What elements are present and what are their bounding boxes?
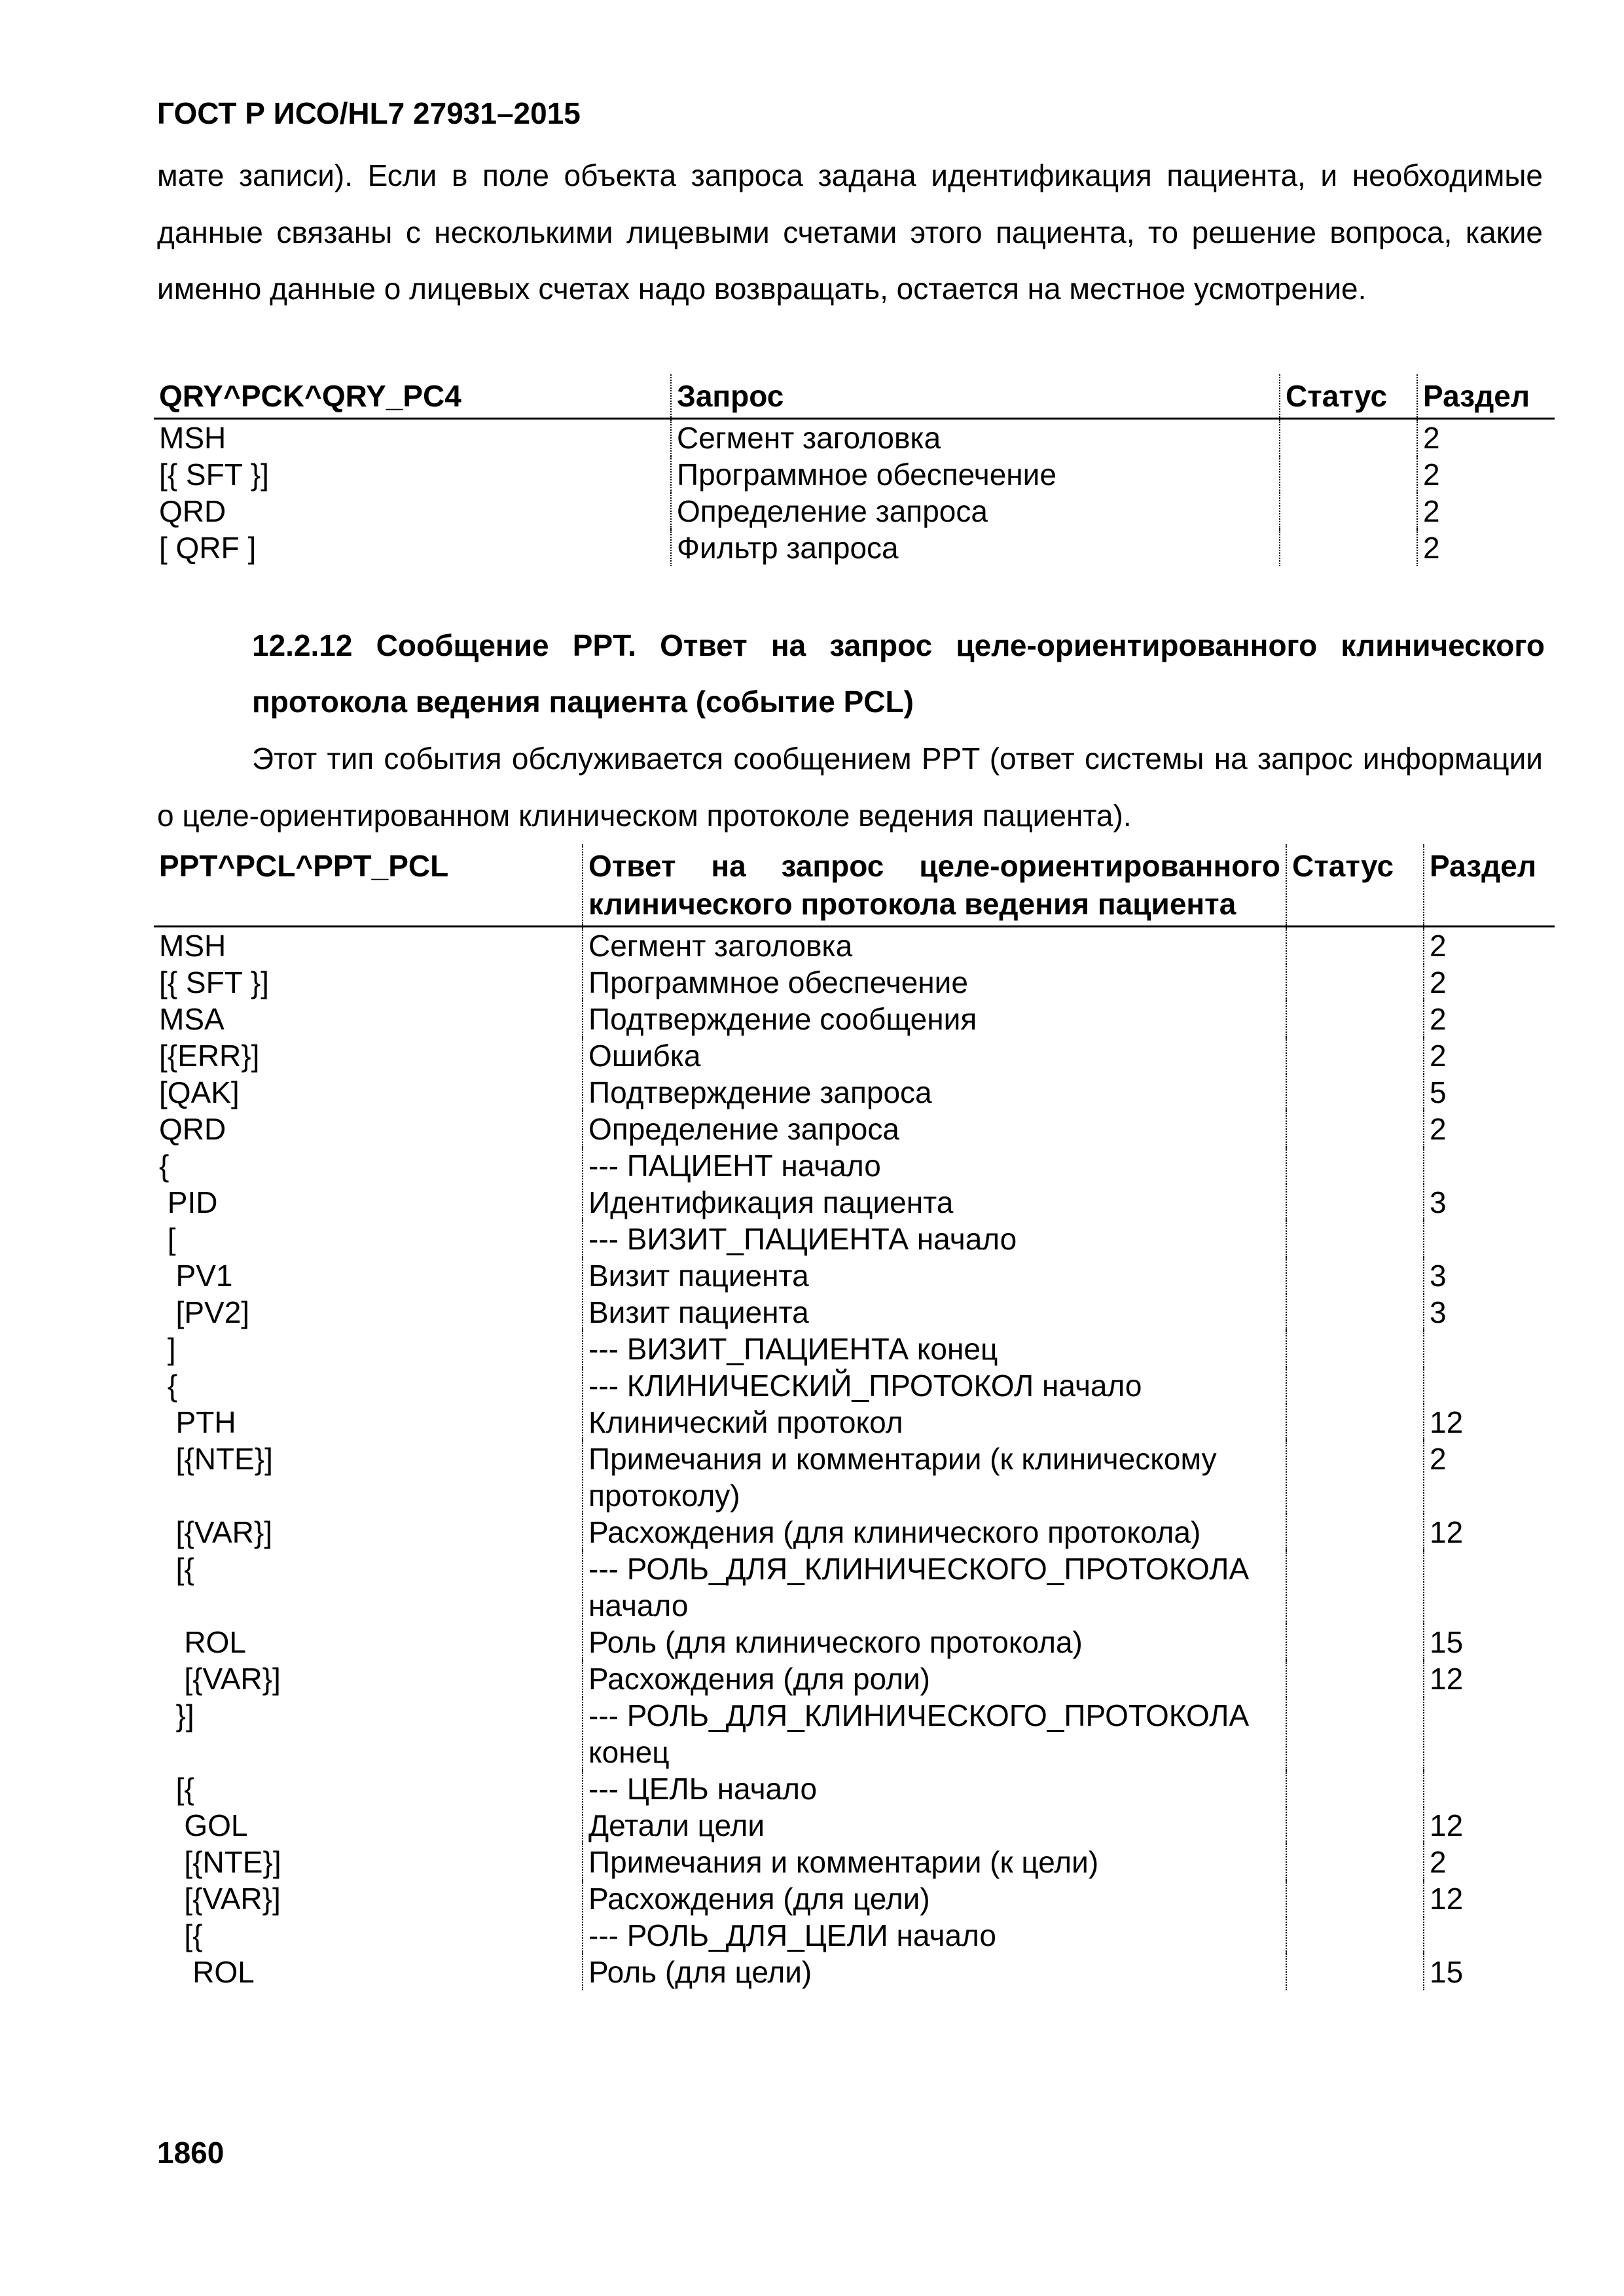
section-heading: 12.2.12 Сообщение PPT. Ответ на запрос целе-ориентированного клинического протокола ведения пациента (событие PCL) — [252, 628, 1545, 719]
segment-description: Расхождения (для клинического протокола) — [583, 1514, 1286, 1551]
segment-code: [{ SFT }] — [159, 965, 269, 999]
segment-status — [1280, 493, 1417, 529]
segment-section: 2 — [1424, 927, 1555, 965]
segment-section: 5 — [1424, 1074, 1555, 1111]
segment-description: Роль (для клинического протокола) — [583, 1624, 1286, 1660]
segment-status — [1280, 529, 1417, 566]
segment-status — [1286, 1257, 1424, 1294]
segment-description: Идентификация пациента — [583, 1184, 1286, 1221]
document-header: ГОСТ Р ИСО/HL7 27931–2015 — [157, 96, 581, 130]
segment-status — [1286, 1770, 1424, 1807]
segment-status — [1286, 1807, 1424, 1844]
segment-code: [PV2] — [159, 1295, 250, 1329]
segment-code: QRD — [159, 494, 226, 528]
table-row — [154, 1221, 1555, 1257]
segment-code: PID — [159, 1185, 218, 1219]
table-row — [154, 493, 1555, 529]
segment-description: --- ВИЗИТ_ПАЦИЕНТА конец — [583, 1331, 1286, 1367]
segment-code: [{ — [159, 1772, 194, 1806]
segment-description: --- РОЛЬ_ДЛЯ_ЦЕЛИ начало — [583, 1917, 1286, 1954]
table-row — [154, 1257, 1555, 1294]
segment-code: ROL — [159, 1955, 255, 1989]
segment-code: [{NTE}] — [159, 1442, 273, 1476]
segment-code: { — [159, 1149, 170, 1183]
segment-code: PTH — [159, 1405, 236, 1439]
segment-section: 12 — [1424, 1807, 1555, 1844]
segment-section: 2 — [1424, 1441, 1555, 1514]
segment-section: 15 — [1424, 1624, 1555, 1660]
segment-description: Определение запроса — [671, 493, 1280, 529]
segment-section: 2 — [1424, 1001, 1555, 1037]
segment-section — [1424, 1147, 1555, 1184]
table-row — [154, 1660, 1555, 1697]
segment-status — [1286, 1624, 1424, 1660]
segment-code: [{ SFT }] — [159, 457, 269, 492]
segment-section — [1424, 1367, 1555, 1404]
table-row — [154, 927, 1555, 965]
segment-section: 12 — [1424, 1514, 1555, 1551]
segment-section: 2 — [1417, 493, 1555, 529]
table-row — [154, 1294, 1555, 1331]
intro-paragraph: мате записи). Если в поле объекта запроса задана идентификация пациента, и необходимые данные связаны с несколькими лицевыми счетами этого пациента, то решение вопроса, какие именно данные о лицевых счетах надо возвращать, остается на местное усмотрение. — [157, 158, 1543, 306]
segment-status — [1286, 1660, 1424, 1697]
segment-section: 12 — [1424, 1660, 1555, 1697]
segment-section: 12 — [1424, 1880, 1555, 1917]
segment-section: 3 — [1424, 1257, 1555, 1294]
segment-status — [1286, 1441, 1424, 1514]
table-row — [154, 1880, 1555, 1917]
segment-description: --- ПАЦИЕНТ начало — [583, 1147, 1286, 1184]
table-row — [154, 1697, 1555, 1770]
table-row — [154, 1331, 1555, 1367]
segment-status — [1286, 1294, 1424, 1331]
segment-code: MSH — [159, 929, 226, 963]
page-number: 1860 — [157, 2136, 225, 2170]
segment-description: --- РОЛЬ_ДЛЯ_КЛИНИЧЕСКОГО_ПРОТОКОЛА начало — [583, 1551, 1286, 1624]
segment-description: Примечания и комментарии (к клиническому протоколу) — [583, 1441, 1286, 1514]
column-header-structure: PPT^PCL^PPT_PCL — [154, 844, 583, 927]
segment-status — [1280, 456, 1417, 493]
segment-status — [1286, 1331, 1424, 1367]
column-header-description: Запрос — [671, 374, 1280, 419]
segment-section — [1424, 1331, 1555, 1367]
column-header-structure: QRY^PCK^QRY_PC4 — [154, 374, 671, 419]
segment-section — [1424, 1697, 1555, 1770]
segment-code: { — [159, 1369, 178, 1403]
table-header-row — [154, 374, 1555, 419]
segment-code: GOL — [159, 1808, 248, 1842]
segment-section — [1424, 1221, 1555, 1257]
segment-status — [1286, 1001, 1424, 1037]
ppt-pcl-message-table — [154, 844, 1555, 1990]
column-header-section: Раздел — [1417, 374, 1555, 419]
segment-status — [1286, 1954, 1424, 1990]
segment-section — [1424, 1551, 1555, 1624]
segment-description: --- ЦЕЛЬ начало — [583, 1770, 1286, 1807]
table-row — [154, 1367, 1555, 1404]
segment-code: [{NTE}] — [159, 1845, 281, 1879]
table-row — [154, 1147, 1555, 1184]
column-header-status: Статус — [1286, 844, 1424, 927]
segment-code: [ QRF ] — [159, 531, 257, 565]
segment-status — [1286, 1184, 1424, 1221]
table-row — [154, 1441, 1555, 1514]
table-row — [154, 529, 1555, 566]
segment-code: [{VAR}] — [159, 1662, 281, 1696]
table-row — [154, 1074, 1555, 1111]
segment-description: Программное обеспечение — [583, 964, 1286, 1001]
ppt-pcl-table-body — [154, 927, 1555, 1991]
segment-status — [1286, 1111, 1424, 1147]
column-header-status: Статус — [1280, 374, 1417, 419]
table-row — [154, 1551, 1555, 1624]
table-row — [154, 1001, 1555, 1037]
segment-description: Фильтр запроса — [671, 529, 1280, 566]
segment-description: --- КЛИНИЧЕСКИЙ_ПРОТОКОЛ начало — [583, 1367, 1286, 1404]
segment-description: Определение запроса — [583, 1111, 1286, 1147]
segment-status — [1286, 1404, 1424, 1441]
segment-section: 2 — [1417, 529, 1555, 566]
segment-section: 2 — [1424, 964, 1555, 1001]
segment-code: [{ — [159, 1552, 194, 1586]
segment-description: Подтверждение запроса — [583, 1074, 1286, 1111]
segment-section: 2 — [1424, 1844, 1555, 1880]
table-row — [154, 1404, 1555, 1441]
segment-section: 2 — [1424, 1111, 1555, 1147]
table-row — [154, 1624, 1555, 1660]
segment-status — [1286, 964, 1424, 1001]
segment-status — [1286, 1880, 1424, 1917]
segment-description: --- ВИЗИТ_ПАЦИЕНТА начало — [583, 1221, 1286, 1257]
table-row — [154, 1514, 1555, 1551]
segment-section: 2 — [1417, 456, 1555, 493]
table-row — [154, 1111, 1555, 1147]
segment-section: 2 — [1424, 1037, 1555, 1074]
segment-description: Примечания и комментарии (к цели) — [583, 1844, 1286, 1880]
segment-code: [{VAR}] — [159, 1515, 273, 1549]
segment-status — [1286, 1917, 1424, 1954]
segment-section: 15 — [1424, 1954, 1555, 1990]
segment-code: MSA — [159, 1002, 225, 1036]
segment-description: Сегмент заголовка — [671, 419, 1280, 457]
segment-status — [1286, 1844, 1424, 1880]
segment-description: Расхождения (для цели) — [583, 1880, 1286, 1917]
table-row — [154, 1037, 1555, 1074]
segment-description: Визит пациента — [583, 1294, 1286, 1331]
segment-status — [1286, 1367, 1424, 1404]
segment-description: Подтверждение сообщения — [583, 1001, 1286, 1037]
table-row — [154, 1184, 1555, 1221]
table-header-row — [154, 844, 1555, 927]
segment-description: Визит пациента — [583, 1257, 1286, 1294]
segment-code: [ — [159, 1222, 176, 1256]
segment-code: QRD — [159, 1112, 226, 1146]
segment-code: ] — [159, 1332, 176, 1366]
segment-status — [1286, 1514, 1424, 1551]
segment-section: 2 — [1417, 419, 1555, 457]
segment-status — [1286, 1697, 1424, 1770]
segment-section: 3 — [1424, 1184, 1555, 1221]
segment-section — [1424, 1917, 1555, 1954]
segment-description: Роль (для цели) — [583, 1954, 1286, 1990]
segment-description: Расхождения (для роли) — [583, 1660, 1286, 1697]
table-row — [154, 964, 1555, 1001]
segment-status — [1286, 1074, 1424, 1111]
segment-description: Ошибка — [583, 1037, 1286, 1074]
segment-code: [{ERR}] — [159, 1039, 260, 1073]
segment-status — [1280, 419, 1417, 457]
segment-code: [{VAR}] — [159, 1882, 281, 1916]
segment-description: Клинический протокол — [583, 1404, 1286, 1441]
qry-pck-table-body — [154, 419, 1555, 567]
segment-section: 12 — [1424, 1404, 1555, 1441]
segment-status — [1286, 1551, 1424, 1624]
table-row — [154, 456, 1555, 493]
table-row — [154, 1844, 1555, 1880]
segment-status — [1286, 1147, 1424, 1184]
table-row — [154, 1917, 1555, 1954]
segment-code: [QAK] — [159, 1075, 240, 1109]
table-row — [154, 419, 1555, 457]
segment-description: --- РОЛЬ_ДЛЯ_КЛИНИЧЕСКОГО_ПРОТОКОЛА конец — [583, 1697, 1286, 1770]
segment-status — [1286, 1221, 1424, 1257]
segment-description: Сегмент заголовка — [583, 927, 1286, 965]
segment-status — [1286, 927, 1424, 965]
qry-pck-message-table — [154, 374, 1555, 566]
segment-section — [1424, 1770, 1555, 1807]
segment-code: [{ — [159, 1918, 203, 1952]
segment-description: Детали цели — [583, 1807, 1286, 1844]
table-row — [154, 1807, 1555, 1844]
segment-description: Программное обеспечение — [671, 456, 1280, 493]
table-row — [154, 1954, 1555, 1990]
column-header-section: Раздел — [1424, 844, 1555, 927]
table-row — [154, 1770, 1555, 1807]
segment-status — [1286, 1037, 1424, 1074]
segment-code: PV1 — [159, 1259, 233, 1293]
segment-code: ROL — [159, 1625, 246, 1659]
section-paragraph: Этот тип события обслуживается сообщением PPT (ответ системы на запрос информации о целе-ориентированном клиническом протоколе ведения пациента). — [157, 742, 1543, 833]
column-header-description: Ответ на запрос целе-ориентированного клинического протокола ведения пациента — [583, 844, 1286, 927]
segment-code: }] — [159, 1698, 194, 1732]
segment-code: MSH — [159, 421, 226, 455]
segment-section: 3 — [1424, 1294, 1555, 1331]
